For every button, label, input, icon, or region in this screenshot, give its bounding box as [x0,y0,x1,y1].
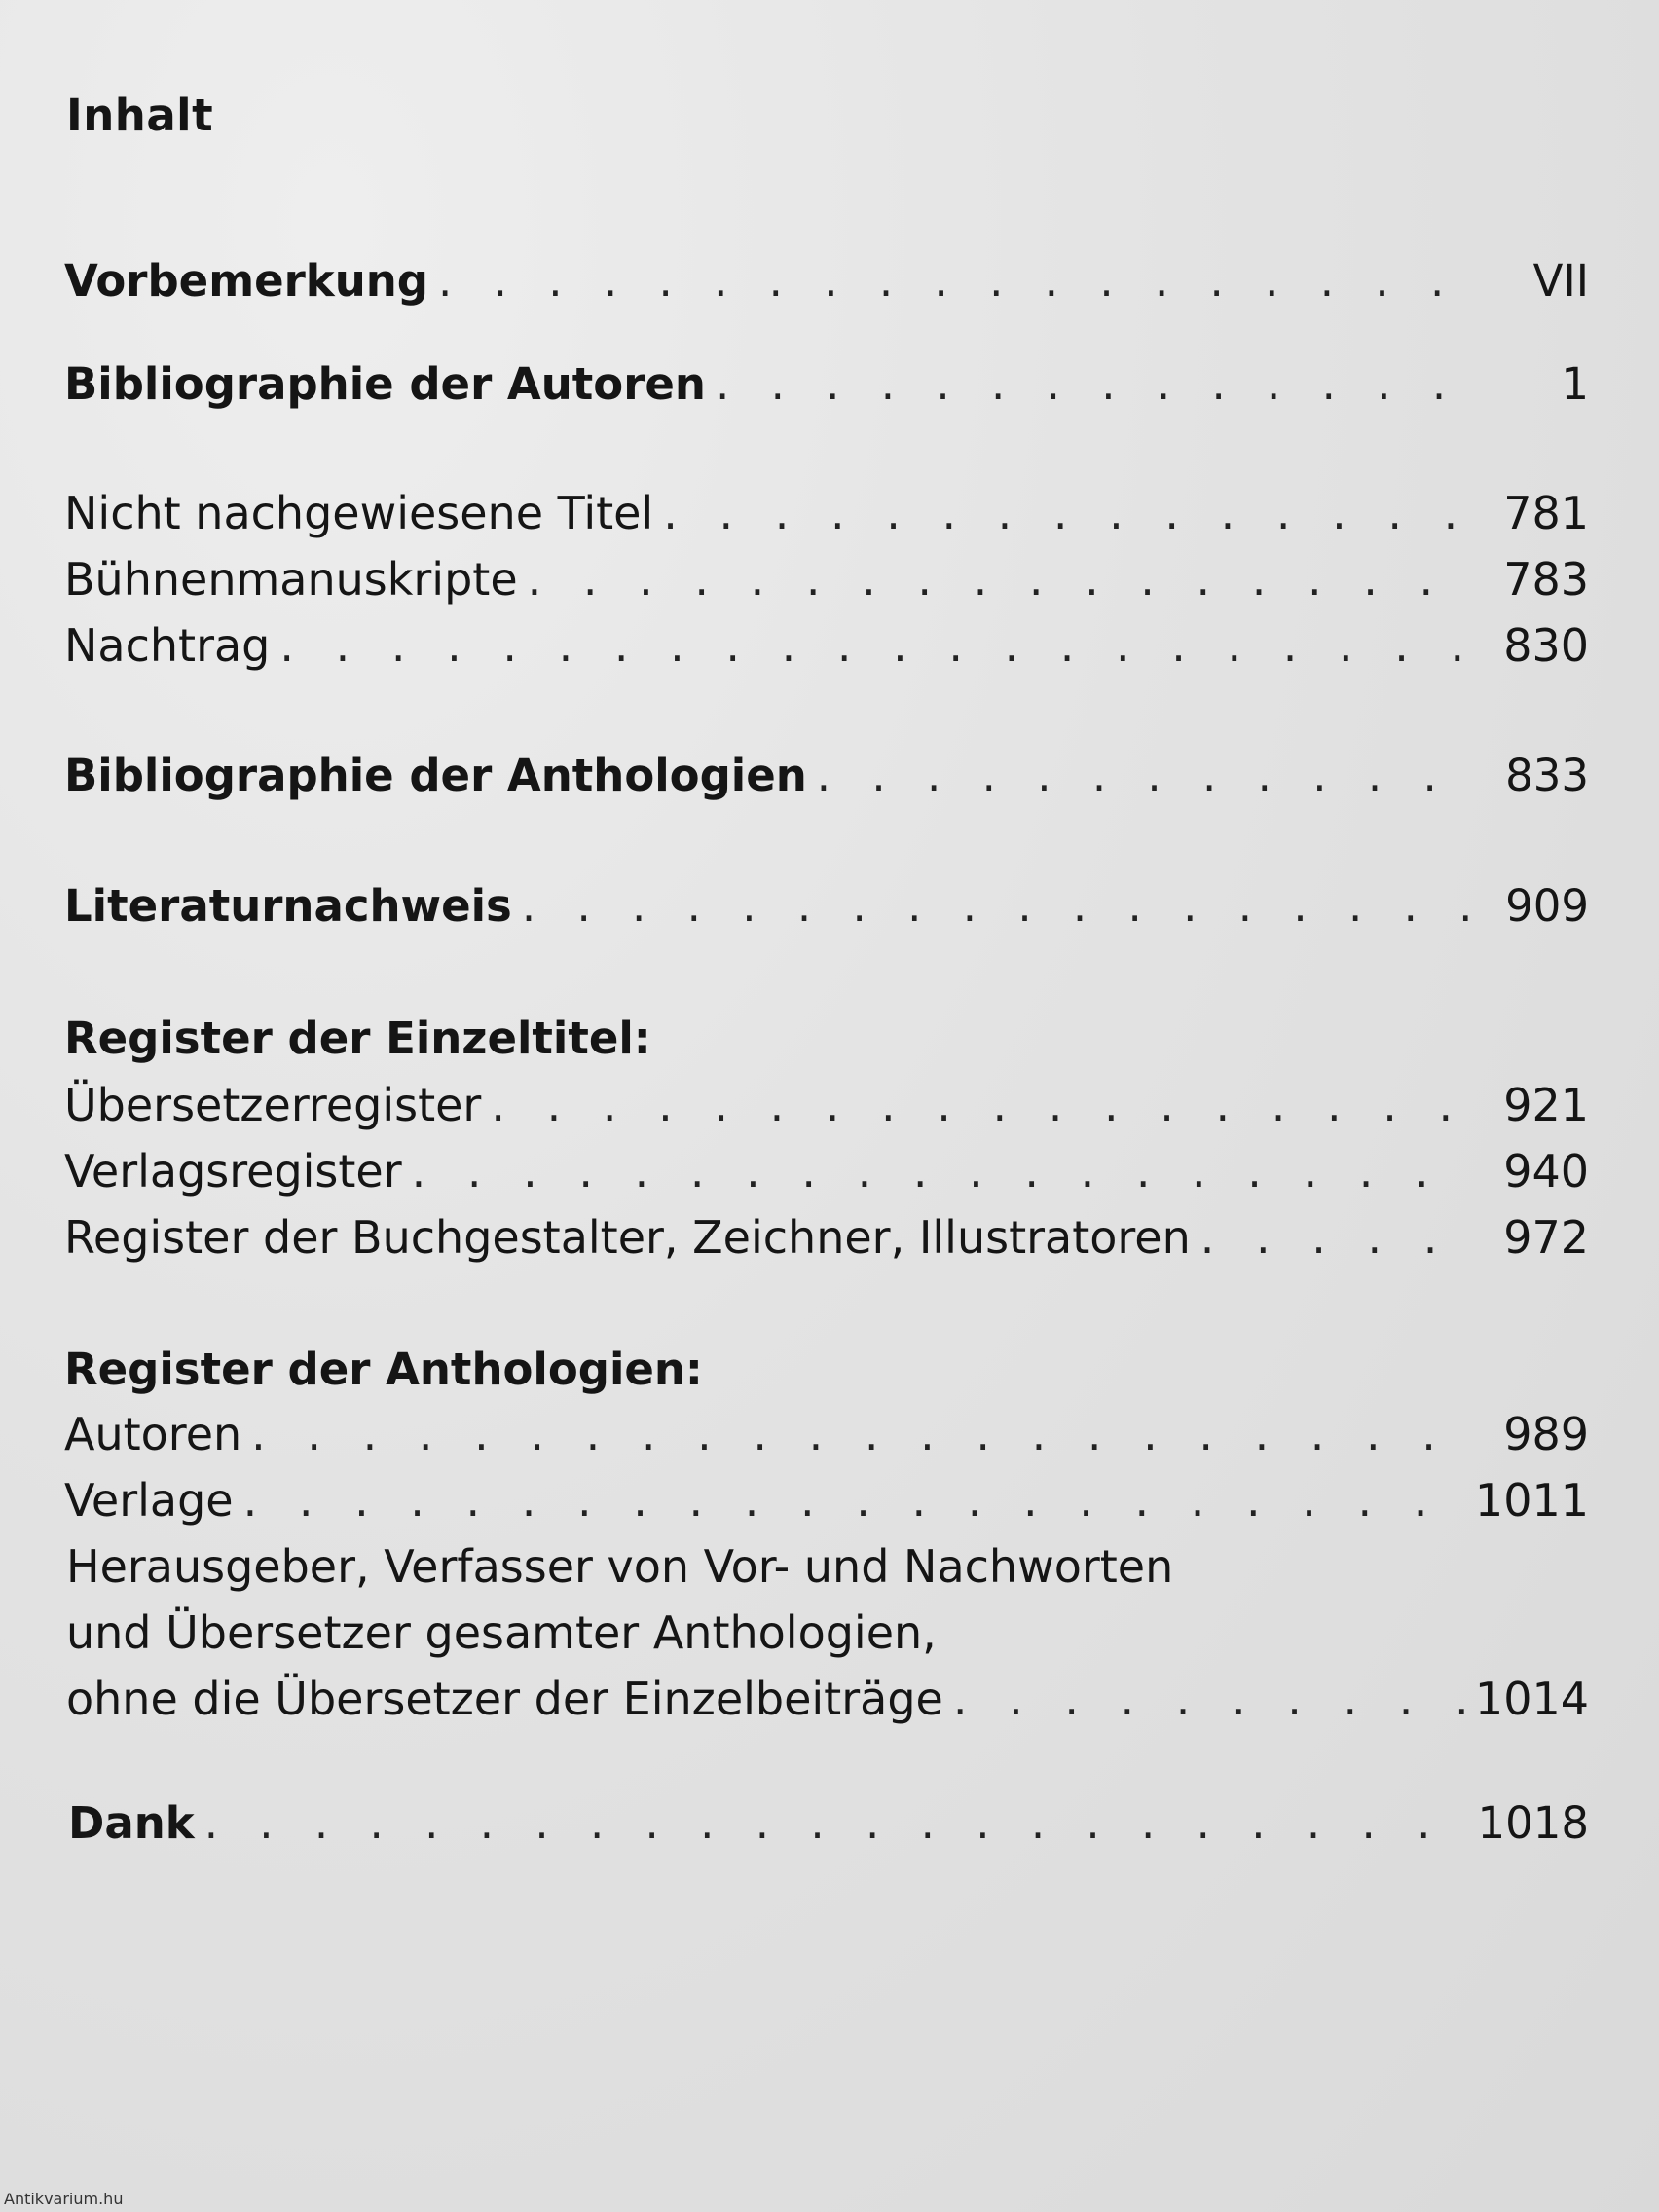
section-heading-register-einzeltitel: Register der Einzeltitel: [64,1013,651,1064]
toc-leader-dots [817,750,1472,801]
toc-entry-herausgeber-line3 [66,1673,1589,1725]
toc-page-number: 830 [1503,619,1589,672]
toc-leader-dots [412,1145,1472,1198]
toc-leader-dots [251,1408,1472,1460]
toc-entry-bibliographie-anthologien [64,750,1589,801]
toc-label: Autoren [64,1408,242,1460]
toc-label: Nachtrag [64,619,271,672]
toc-page-number: 972 [1503,1211,1589,1264]
toc-entry-dank [68,1797,1589,1849]
toc-leader-dots [528,553,1472,606]
toc-label: Dank [68,1797,195,1849]
toc-entry-nicht-nachgewiesen [64,487,1589,539]
watermark: Antikvarium.hu [4,2190,124,2208]
toc-label: Übersetzerregister [64,1079,482,1131]
toc-leader-dots [438,255,1472,307]
toc-leader-dots [1200,1211,1472,1264]
toc-page-number: 921 [1503,1079,1589,1131]
toc-leader-dots [522,880,1472,932]
toc-entry-bibliographie-autoren [64,358,1589,410]
toc-entry-autoren [64,1408,1589,1460]
toc-page-number: 1014 [1474,1673,1589,1725]
toc-leader-dots [663,487,1472,539]
toc-entry-buchgestalter [64,1211,1589,1264]
toc-page-number: 1011 [1474,1474,1589,1527]
toc-page-number: VII [1532,255,1589,307]
toc-label: Nicht nachgewiesene Titel [64,487,654,539]
toc-entry-herausgeber-line2: und Übersetzer gesamter Anthologien, [66,1606,937,1659]
toc-entry-uebersetzerregister [64,1079,1589,1131]
toc-label: Bibliographie der Anthologien [64,750,807,801]
toc-entry-herausgeber-line1: Herausgeber, Verfasser von Vor- und Nachworten [66,1540,1174,1593]
toc-label: Bühnenmanuskripte [64,553,518,606]
page-title: Inhalt [66,90,214,141]
toc-label: Bibliographie der Autoren [64,358,706,410]
toc-label: Vorbemerkung [64,255,429,307]
toc-page-number: 940 [1503,1145,1589,1198]
toc-leader-dots [491,1079,1472,1131]
toc-page-number: 781 [1503,487,1589,539]
toc-page-number: 1 [1561,358,1589,410]
toc-page-number: 909 [1505,880,1589,932]
toc-leader-dots [243,1474,1465,1527]
toc-entry-buehnenmanuskripte [64,553,1589,606]
toc-entry-vorbemerkung [64,255,1589,307]
toc-page-number: 1018 [1477,1797,1589,1849]
toc-entry-verlagsregister [64,1145,1589,1198]
toc-label: Verlagsregister [64,1145,402,1198]
toc-leader-dots [204,1797,1468,1849]
toc-page-number: 833 [1505,750,1589,801]
section-heading-register-anthologien: Register der Anthologien: [64,1344,703,1395]
toc-entry-verlage [64,1474,1589,1527]
toc-label: ohne die Übersetzer der Einzelbeiträge [66,1673,943,1725]
toc-page-number: 783 [1503,553,1589,606]
toc-leader-dots [279,619,1472,672]
toc-entry-nachtrag [64,619,1589,672]
toc-label: Verlage [64,1474,234,1527]
toc-label: Register der Buchgestalter, Zeichner, Illustratoren [64,1211,1191,1264]
toc-leader-dots [716,358,1472,410]
toc-entry-literaturnachweis [64,880,1589,932]
toc-page-number: 989 [1503,1408,1589,1460]
toc-label: Literaturnachweis [64,880,512,932]
toc-leader-dots [953,1673,1465,1725]
